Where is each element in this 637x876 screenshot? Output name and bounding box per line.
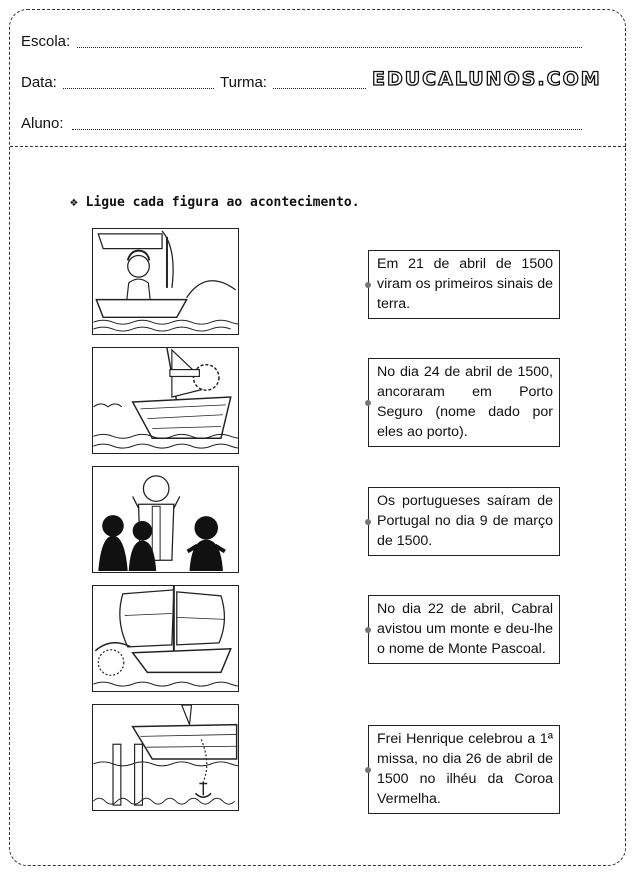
date-field bbox=[21, 74, 57, 91]
student-field bbox=[21, 115, 64, 132]
event-text: Frei Henrique celebrou a 1ª missa, no dia 26 de abril de 1500 no ilhéu da Coroa Vermelha. bbox=[377, 731, 553, 807]
date-label: Data: bbox=[21, 74, 57, 91]
event-text: No dia 24 de abril de 1500, ancoraram em Porto Seguro (nome dado por eles ao porto). bbox=[377, 364, 553, 440]
school-input-line[interactable] bbox=[77, 47, 582, 48]
class-field bbox=[220, 74, 267, 91]
connection-dot[interactable] bbox=[365, 627, 371, 633]
event-text: No dia 22 de abril, Cabral avistou um monte e deu-lhe o nome de Monte Pascoal. bbox=[377, 601, 553, 657]
school-field bbox=[21, 33, 70, 50]
class-label: Turma: bbox=[220, 74, 267, 91]
picture-2[interactable] bbox=[92, 347, 239, 454]
picture-4[interactable] bbox=[92, 585, 239, 692]
picture-5[interactable] bbox=[92, 704, 239, 811]
event-card-1[interactable] bbox=[368, 250, 560, 319]
date-input-line[interactable] bbox=[63, 88, 214, 89]
picture-3[interactable] bbox=[92, 466, 239, 573]
student-input-line[interactable] bbox=[72, 129, 582, 130]
picture-1[interactable] bbox=[92, 228, 239, 335]
class-input-line[interactable] bbox=[273, 88, 366, 89]
connection-dot[interactable] bbox=[365, 400, 371, 406]
event-card-2[interactable] bbox=[368, 358, 560, 447]
event-text: Os portugueses saíram de Portugal no dia 9 de março de 1500. bbox=[377, 493, 553, 549]
student-label: Aluno: bbox=[21, 115, 64, 132]
anchored-ship-icon bbox=[93, 705, 238, 810]
instruction-text: ❖ Ligue cada figura ao acontecimento. bbox=[70, 195, 360, 210]
boy-with-spyglass-icon bbox=[93, 348, 238, 453]
sailing-ship-icon bbox=[93, 586, 238, 691]
connection-dot[interactable] bbox=[365, 282, 371, 288]
brand-logo: EDUCALUNOS.COM bbox=[372, 68, 602, 90]
boy-on-boat-icon bbox=[93, 229, 238, 334]
event-card-4[interactable] bbox=[368, 595, 560, 664]
event-card-3[interactable] bbox=[368, 487, 560, 556]
event-text: Em 21 de abril de 1500 viram os primeiros sinais de terra. bbox=[377, 256, 553, 312]
connection-dot[interactable] bbox=[365, 767, 371, 773]
school-label: Escola: bbox=[21, 33, 71, 50]
priest-mass-icon bbox=[93, 467, 238, 572]
connection-dot[interactable] bbox=[365, 519, 371, 525]
event-card-5[interactable] bbox=[368, 725, 560, 814]
header-divider bbox=[10, 146, 626, 147]
